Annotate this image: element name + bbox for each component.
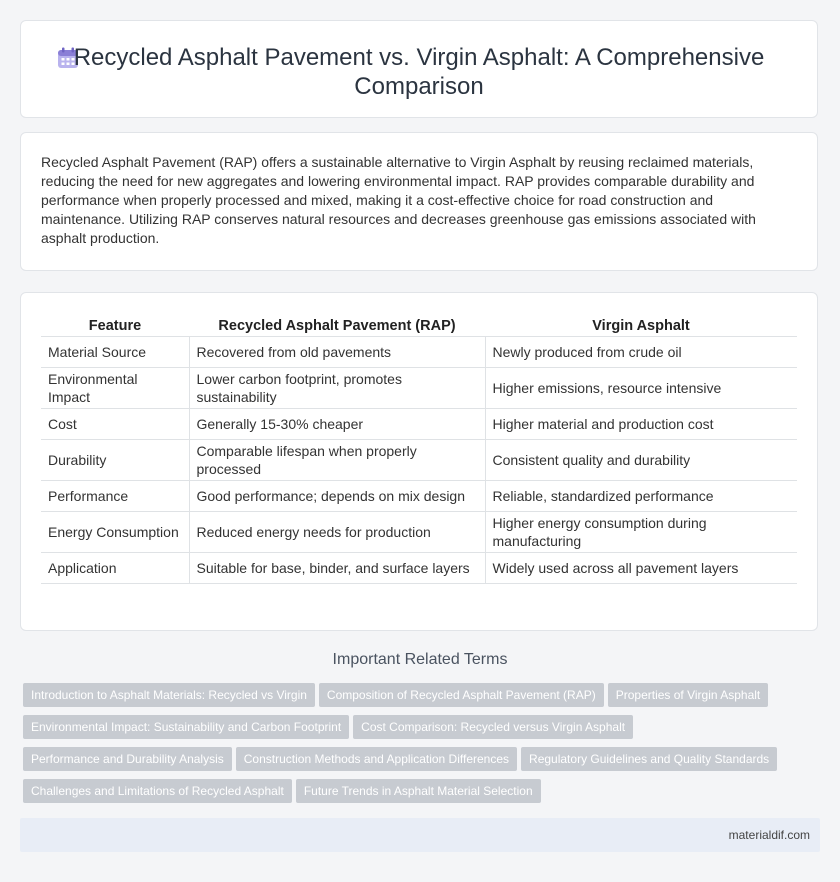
header-feature: Feature bbox=[41, 316, 189, 337]
table-cell: Application bbox=[41, 553, 189, 584]
related-term-tag[interactable]: Challenges and Limitations of Recycled Asphalt bbox=[23, 779, 292, 803]
header-rap: Recycled Asphalt Pavement (RAP) bbox=[189, 316, 485, 337]
table-cell: Environmental Impact bbox=[41, 368, 189, 409]
table-row bbox=[41, 368, 797, 409]
table-cell: Recovered from old pavements bbox=[189, 337, 485, 368]
table-cell: Newly produced from crude oil bbox=[485, 337, 797, 368]
table-cell: Energy Consumption bbox=[41, 512, 189, 553]
table-cell: Generally 15-30% cheaper bbox=[189, 409, 485, 440]
table-cell: Suitable for base, binder, and surface layers bbox=[189, 553, 485, 584]
table-row bbox=[41, 440, 797, 481]
header-card bbox=[20, 20, 818, 118]
related-terms-list bbox=[23, 683, 823, 811]
table-cell: Higher energy consumption during manufacturing bbox=[485, 512, 797, 553]
table-cell: Reduced energy needs for production bbox=[189, 512, 485, 553]
table-row bbox=[41, 512, 797, 553]
table-cell: Consistent quality and durability bbox=[485, 440, 797, 481]
intro-paragraph: Recycled Asphalt Pavement (RAP) offers a sustainable alternative to Virgin Asphalt by reusing reclaimed materials, reducing the need for new aggregates and lowering environmental impact. RAP provides comparable durability and performance when properly processed and mixed, making it a cost-effective choice for road construction and maintenance. Utilizing RAP conserves natural resources and decreases greenhouse gas emissions associated with asphalt production. bbox=[41, 154, 756, 246]
related-term-tag[interactable]: Performance and Durability Analysis bbox=[23, 747, 232, 771]
table-row bbox=[41, 553, 797, 584]
header-virgin: Virgin Asphalt bbox=[485, 316, 797, 337]
footer-site-link[interactable]: materialdif.com bbox=[728, 828, 810, 842]
page-title: Recycled Asphalt Pavement vs. Virgin Asphalt: A Comprehensive Comparison bbox=[73, 44, 765, 100]
related-term-tag[interactable]: Future Trends in Asphalt Material Selection bbox=[296, 779, 541, 803]
table-row bbox=[41, 481, 797, 512]
table-cell: Widely used across all pavement layers bbox=[485, 553, 797, 584]
related-term-tag[interactable]: Construction Methods and Application Differences bbox=[236, 747, 517, 771]
table-cell: Higher emissions, resource intensive bbox=[485, 368, 797, 409]
related-terms-title: Important Related Terms bbox=[332, 651, 508, 668]
intro-card bbox=[20, 132, 818, 271]
table-cell: Comparable lifespan when properly processed bbox=[189, 440, 485, 481]
related-term-tag[interactable]: Composition of Recycled Asphalt Pavement (RAP) bbox=[319, 683, 604, 707]
table-cell: Performance bbox=[41, 481, 189, 512]
table-cell: Cost bbox=[41, 409, 189, 440]
table-cell: Higher material and production cost bbox=[485, 409, 797, 440]
comparison-card bbox=[20, 292, 818, 631]
table-row bbox=[41, 337, 797, 368]
footer bbox=[20, 818, 820, 852]
table-cell: Durability bbox=[41, 440, 189, 481]
table-cell: Reliable, standardized performance bbox=[485, 481, 797, 512]
related-term-tag[interactable]: Cost Comparison: Recycled versus Virgin Asphalt bbox=[353, 715, 633, 739]
table-header-row bbox=[41, 316, 797, 337]
related-term-tag[interactable]: Properties of Virgin Asphalt bbox=[608, 683, 769, 707]
table-row bbox=[41, 409, 797, 440]
comparison-table bbox=[41, 316, 797, 584]
table-cell: Good performance; depends on mix design bbox=[189, 481, 485, 512]
related-term-tag[interactable]: Introduction to Asphalt Materials: Recycled vs Virgin bbox=[23, 683, 315, 707]
table-cell: Material Source bbox=[41, 337, 189, 368]
related-term-tag[interactable]: Environmental Impact: Sustainability and Carbon Footprint bbox=[23, 715, 349, 739]
table-cell: Lower carbon footprint, promotes sustainability bbox=[189, 368, 485, 409]
related-term-tag[interactable]: Regulatory Guidelines and Quality Standards bbox=[521, 747, 777, 771]
